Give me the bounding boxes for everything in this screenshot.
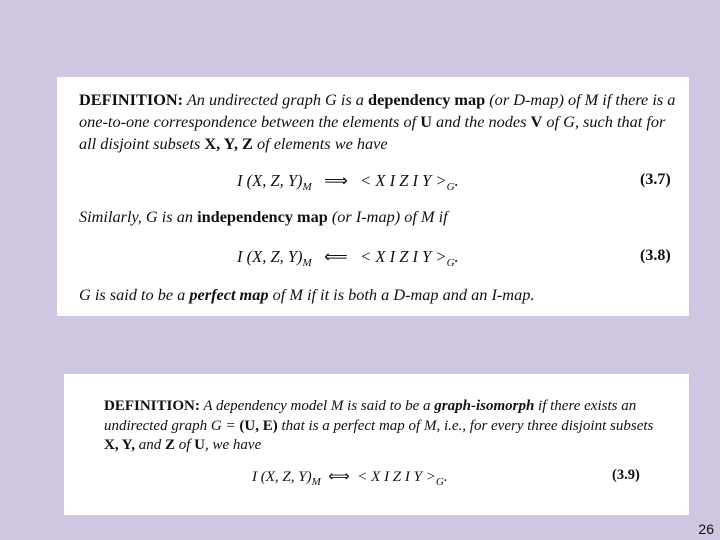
implies-arrow-icon: ⟹: [324, 171, 348, 190]
text-span: (or I-map) of M if: [331, 207, 448, 226]
text-span: G is said to be a: [79, 285, 186, 304]
eq-lhs: I (X, Z, Y): [252, 469, 312, 485]
equation-number: (3.8): [640, 247, 671, 264]
text-span: and the nodes: [436, 112, 527, 131]
text-span: A dependency model M is said to be a: [203, 398, 431, 414]
definition-imap-paragraph: [79, 206, 679, 228]
definition-dmap-paragraph: [79, 89, 679, 155]
text-span: , we have: [205, 437, 262, 453]
iff-arrow-icon: ⟺: [328, 469, 350, 485]
bold-symbol: V: [530, 112, 543, 131]
eq-subscript: G: [446, 257, 455, 269]
definition-panel-graph-isomorph: [64, 374, 689, 515]
text-span: and: [138, 437, 162, 453]
eq-end: .: [454, 171, 459, 190]
term-dependency-map: dependency map: [368, 90, 486, 109]
eq-rhs: < X I Z I Y >: [360, 247, 447, 266]
bold-symbol: X, Y,: [104, 437, 135, 453]
bold-symbol: Z: [164, 437, 175, 453]
term-independency-map: independency map: [197, 207, 328, 226]
text-span: of G, such that for all disjoint subsets: [79, 112, 666, 153]
eq-subscript: G: [446, 181, 455, 193]
equation-3-9: [252, 467, 448, 486]
eq-lhs: I (X, Z, Y): [237, 171, 303, 190]
eq-subscript: M: [302, 257, 312, 269]
text-span: An undirected graph G is a: [186, 90, 364, 109]
slide-page-number: 26: [698, 521, 714, 537]
bold-symbol: U: [420, 112, 432, 131]
equation-number: (3.7): [640, 171, 671, 188]
definition-perfect-map-paragraph: [79, 284, 679, 306]
definition-heading: DEFINITION:: [79, 90, 184, 109]
eq-lhs: I (X, Z, Y): [237, 247, 303, 266]
eq-subscript: M: [311, 476, 321, 488]
eq-rhs: < X I Z I Y >: [357, 469, 436, 485]
term-graph-isomorph: graph-isomorph: [434, 398, 535, 414]
equation-3-8: [237, 247, 459, 267]
eq-end: .: [454, 247, 459, 266]
eq-subscript: M: [302, 181, 312, 193]
bold-symbol: U: [194, 437, 206, 453]
text-span: that is a perfect map of M, i.e., for every three disjoint subsets: [281, 417, 654, 434]
eq-rhs: < X I Z I Y >: [360, 171, 447, 190]
text-span: of: [178, 437, 191, 453]
definition-panel-dmap-imap: [57, 77, 689, 316]
text-span: (or D-map) of M if there is a one-to-one correspondence between the elements of: [79, 90, 676, 131]
bold-symbol: (U, E): [239, 417, 278, 434]
eq-subscript: G: [435, 476, 444, 488]
bold-symbol: X, Y, Z: [204, 134, 253, 153]
text-span: Similarly, G is an: [79, 207, 193, 226]
definition-graph-isomorph-paragraph: [104, 397, 664, 456]
text-span: if there exists an undirected graph G =: [104, 398, 637, 434]
text-span: of elements we have: [256, 134, 388, 153]
definition-heading: DEFINITION:: [104, 398, 200, 414]
equation-3-7: [237, 171, 459, 191]
implied-by-arrow-icon: ⟸: [324, 247, 348, 266]
equation-number: (3.9): [612, 467, 640, 483]
text-span: of M if it is both a D-map and an I-map.: [272, 285, 535, 304]
eq-end: .: [443, 469, 448, 485]
term-perfect-map: perfect map: [189, 285, 269, 304]
